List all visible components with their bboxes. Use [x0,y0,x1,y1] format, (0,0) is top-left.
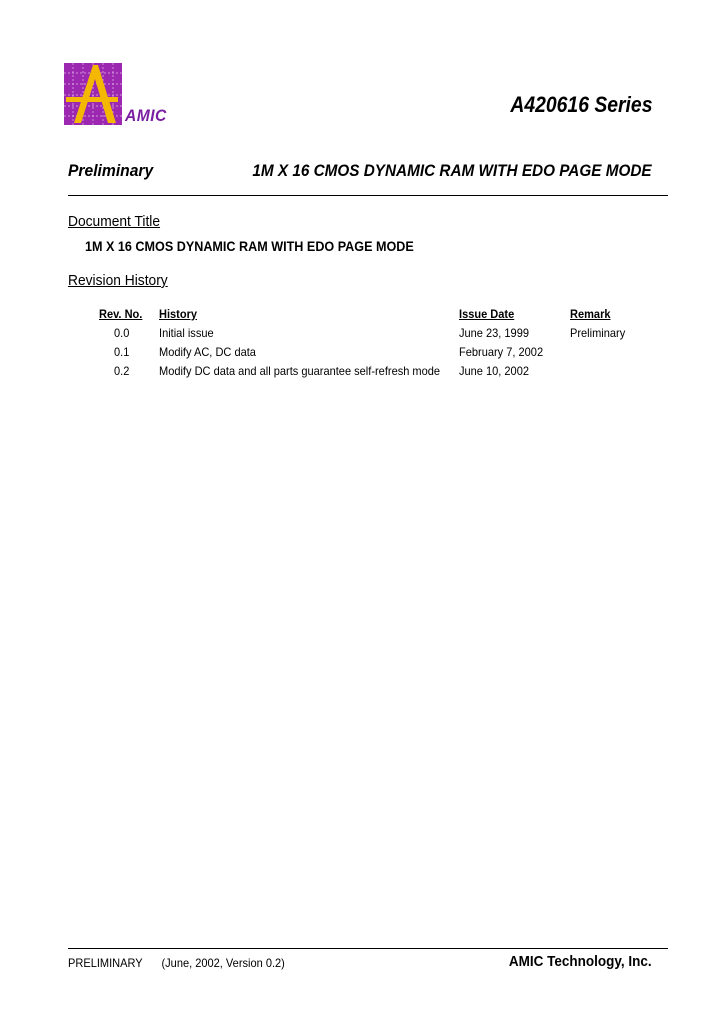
amic-logo-mark [64,63,122,125]
series-title: A420616 Series [509,92,652,117]
history-text: Initial issue [159,326,214,340]
preliminary-label: Preliminary [68,161,154,180]
rev-number: 0.1 [114,345,130,359]
column-header-history: History [159,307,198,321]
revision-history-heading: Revision History [68,272,168,289]
footer-status [68,956,285,970]
issue-date: February 7, 2002 [459,345,544,359]
document-title-heading: Document Title [68,213,161,230]
issue-date: June 23, 1999 [459,326,529,340]
amic-logo [64,63,122,125]
rev-number: 0.2 [114,364,130,378]
document-title-text: 1M X 16 CMOS DYNAMIC RAM WITH EDO PAGE MODE [85,238,414,254]
history-text: Modify DC data and all parts guarantee self-refresh mode [159,364,441,378]
rev-number: 0.0 [114,326,130,340]
remark: Preliminary [570,326,626,340]
header-divider [68,195,668,196]
footer-divider [68,948,668,949]
footer-version: (June, 2002, Version 0.2) [161,956,285,970]
footer-company: AMIC Technology, Inc. [509,953,652,970]
product-title: 1M X 16 CMOS DYNAMIC RAM WITH EDO PAGE MODE [252,161,652,180]
issue-date: June 10, 2002 [459,364,529,378]
column-header-remark: Remark [570,307,611,321]
column-header-date: Issue Date [459,307,515,321]
logo-text: AMIC [125,106,167,125]
column-header-rev: Rev. No. [99,307,143,321]
history-text: Modify AC, DC data [159,345,256,359]
footer-preliminary: PRELIMINARY [68,956,143,970]
